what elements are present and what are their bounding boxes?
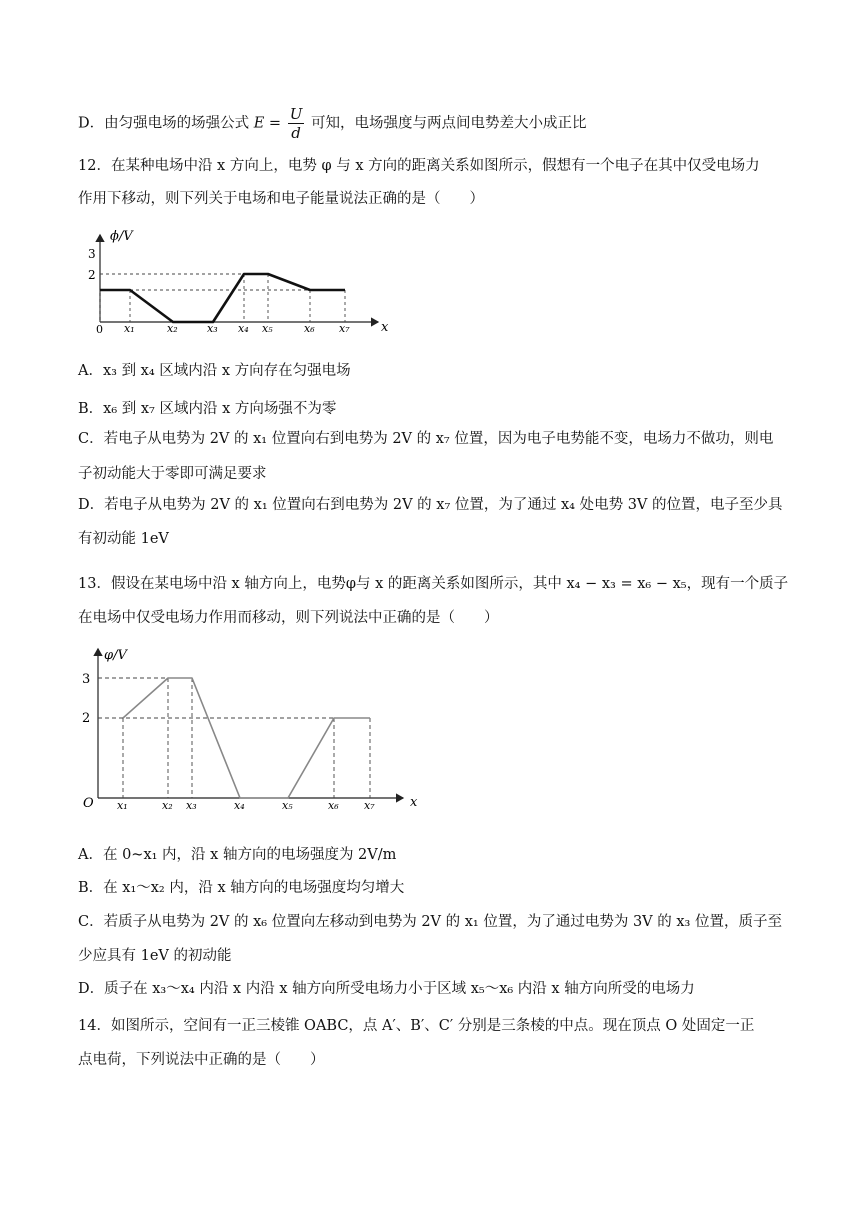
q11-option-d-suffix: 可知，电场强度与两点间电势差大小成正比: [310, 115, 587, 132]
q13-x-axis-label: x: [410, 795, 418, 810]
q13-potential-chart: [78, 643, 428, 818]
q13-option-c-line1: C．若质子从电势为 2V 的 x₆ 位置向左移动到电势为 2V 的 x₁ 位置，为了通过电势为 3V 的 x₃ 位置，质子至: [78, 914, 782, 930]
q12-option-c-line2: 子初动能大于零即可满足要求: [78, 466, 267, 482]
q13-x-tick-5: x₆: [328, 799, 339, 812]
q11-option-d-prefix: D．由匀强电场的场强公式: [78, 115, 250, 132]
q13-y-axis-label: φ/V: [104, 648, 127, 663]
q13-option-c-line2: 少应具有 1eV 的初动能: [78, 948, 232, 964]
q12-x-tick-2: x₂: [167, 322, 178, 335]
formula-lhs: E =: [253, 115, 282, 132]
q12-option-c-line1: C．若电子从电势为 2V 的 x₁ 位置向右到电势为 2V 的 x₇ 位置，因为电子电势能不变，电场力不做功，则电: [78, 431, 774, 447]
formula-numerator: U: [289, 105, 303, 123]
q12-stem-line2: 作用下移动，则下列关于电场和电子能量说法正确的是（ ）: [78, 191, 484, 207]
q12-option-d-line2: 有初动能 1eV: [78, 531, 169, 547]
q12-stem-line1: 12．在某种电场中沿 x 方向上，电势 φ 与 x 方向的距离关系如图所示，假想有一个电子在其中仅受电场力: [78, 158, 760, 174]
q12-x-axis-label: x: [381, 320, 389, 335]
q12-x-tick-7: x₇: [339, 322, 350, 335]
q12-x-tick-3: x₃: [207, 322, 218, 335]
q13-option-a: A．在 0~x₁ 内，沿 x 轴方向的电场强度为 2V/m: [78, 847, 397, 863]
q12-potential-chart: [78, 225, 398, 340]
formula-fraction: [288, 105, 305, 142]
q12-x-tick-1: x₁: [124, 322, 135, 335]
q12-origin-label: 0: [96, 323, 103, 336]
q13-x-tick-0: x₁: [117, 799, 128, 812]
q13-series-line: [123, 678, 370, 798]
q12-y-axis-label: ϕ/V: [110, 229, 133, 244]
q14-stem-line2: 点电荷，下列说法中正确的是（ ）: [78, 1052, 325, 1068]
q13-x-tick-4: x₅: [282, 799, 293, 812]
q13-stem-line2: 在电场中仅受电场力作用而移动，则下列说法中正确的是（ ）: [78, 610, 499, 626]
q12-y-tick-2: 2: [88, 268, 96, 282]
q13-option-d: D．质子在 x₃～x₄ 内沿 x 内沿 x 轴方向所受电场力小于区域 x₅～x₆ 内沿 x 轴方向所受的电场力: [78, 981, 695, 997]
formula-denominator: d: [291, 124, 301, 142]
q14-stem-line1: 14．如图所示，空间有一正三棱锥 OABC，点 A′、B′、C′ 分别是三条棱的中点。现在顶点 O 处固定一正: [78, 1018, 755, 1034]
q12-option-b: B．x₆ 到 x₇ 区域内沿 x 方向场强不为零: [78, 401, 337, 417]
q12-x-tick-6: x₆: [304, 322, 315, 335]
q12-option-d-line1: D．若电子从电势为 2V 的 x₁ 位置向右到电势为 2V 的 x₇ 位置，为了通过 x₄ 处电势 3V 的位置，电子至少具: [78, 497, 783, 513]
q11-option-d: [78, 105, 586, 142]
q13-option-b: B．在 x₁～x₂ 内，沿 x 轴方向的电场强度均匀增大: [78, 880, 405, 896]
q13-x-tick-2: x₃: [186, 799, 197, 812]
q13-origin-label: O: [83, 796, 94, 811]
q12-series-line: [100, 274, 345, 322]
q13-stem-line1: 13．假设在某电场中沿 x 轴方向上，电势φ与 x 的距离关系如图所示，其中 x₄ − x₃ = x₆ − x₅，现有一个质子: [78, 576, 789, 592]
q12-x-tick-5: x₅: [262, 322, 273, 335]
q12-option-a: A．x₃ 到 x₄ 区域内沿 x 方向存在匀强电场: [78, 363, 351, 379]
q12-x-tick-4: x₄: [238, 322, 249, 335]
q13-x-tick-1: x₂: [162, 799, 173, 812]
q13-y-tick-3: 3: [82, 672, 91, 687]
q13-x-tick-6: x₇: [364, 799, 375, 812]
q13-y-tick-2: 2: [82, 711, 91, 726]
q13-x-tick-3: x₄: [234, 799, 245, 812]
q12-y-tick-3: 3: [88, 247, 96, 261]
